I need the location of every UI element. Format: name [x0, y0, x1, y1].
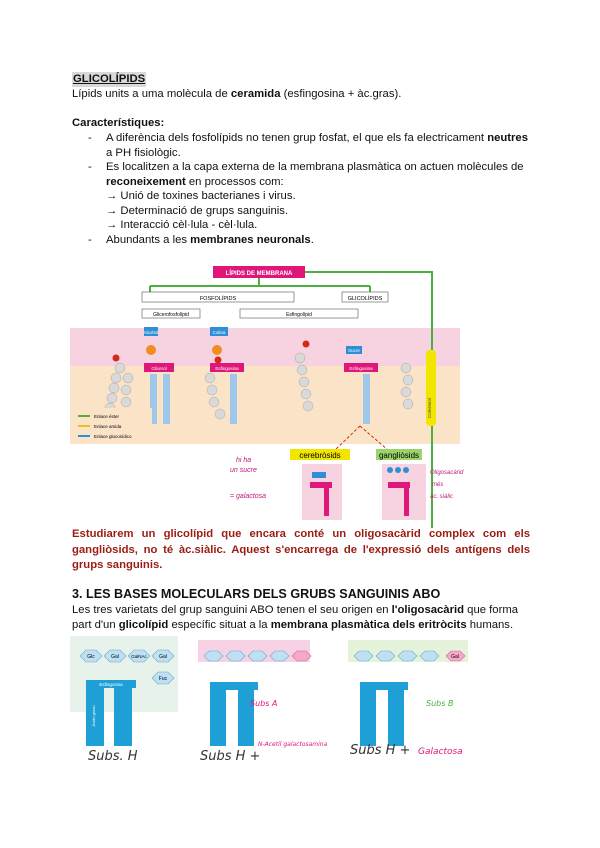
gangliosids-label: gangliòsids	[378, 451, 420, 460]
bullet-2-post: en processos com:	[185, 175, 284, 188]
membrane-lipids-figure	[70, 258, 464, 520]
pink-band	[70, 328, 460, 366]
glicerol-label: Glicerol	[151, 366, 167, 371]
gal-label: Gal	[111, 654, 119, 660]
subs-a-label: Subs A	[250, 699, 278, 708]
bullet-mark: -	[88, 161, 92, 173]
abo-p-post: humans.	[466, 618, 514, 631]
esfingosina-label: Esfingosina	[99, 682, 123, 687]
intro-text	[72, 87, 530, 102]
mini-sugar	[387, 467, 393, 473]
subs-h-plus: Subs H +	[200, 749, 261, 764]
abo-p-bold1: l'oligosacàrid	[391, 604, 465, 616]
fatty-acid-bar	[363, 374, 370, 424]
bullet-3-post: .	[310, 234, 314, 246]
colesterol-label: Colesterol	[427, 397, 432, 419]
gluco-label: GLICOLÍPIDS	[347, 296, 383, 302]
intro-pre: Lípids units a uma molècula de	[72, 88, 231, 100]
hand-left-3: = galactosa	[230, 493, 266, 500]
bullet-3-bold: membranes neuronals	[190, 234, 311, 246]
gal-label-2: Gal	[159, 654, 167, 660]
mini-esfingosina	[388, 482, 410, 488]
galactosa-label: Galactosa	[418, 747, 463, 757]
section-title: GLICOLÍPIDS	[73, 73, 146, 85]
esfingosina-label: Esfingosina	[215, 366, 239, 371]
intro-post: (esfingosina + àc.gras).	[280, 88, 402, 100]
glicero-label: Glicerofosfolípid	[153, 312, 189, 318]
legend-gluco: Enlace glucosídico	[94, 434, 132, 439]
highlight-paragraph: Estudiarem un glicolípid que encara conté un oligosacàrid complex com els gangliòsids, no té àc.siàlic. Aquest s'encarrega de l'expressió dels antígens dels grups sanguinis.	[72, 528, 530, 571]
abo-p-bold3: membrana plasmàtica dels eritròcits	[270, 618, 467, 631]
panel-b	[348, 640, 468, 758]
bullet-1-bold: neutres	[487, 132, 528, 144]
galnac-label: GalNAc	[131, 654, 147, 659]
panel-a	[198, 640, 328, 764]
hand-right-3: àc. siàlic	[430, 494, 454, 500]
legend-amida: Enlace amida	[94, 424, 122, 429]
legend-ester: Enlace éster	[94, 414, 120, 419]
subs-b-label: Subs B	[426, 699, 454, 708]
fatty-acid-bar	[230, 374, 237, 424]
acid-bar	[114, 688, 132, 746]
mini-sugar	[403, 467, 409, 473]
abo-heading: 3. LES BASES MOLECULARS DELS GRUBS SANGUINIS ABO	[72, 587, 441, 601]
acid-bar	[388, 690, 404, 746]
acgras-label: Ácido graso	[91, 705, 96, 727]
bullet-mark: -	[88, 234, 92, 246]
bullet-1-pre: A diferència dels fosfolípids no tenen grup fosfat, el que els fa electricament	[106, 132, 488, 144]
alcohol-label: Alcohol	[143, 330, 159, 335]
mini-sugar	[395, 467, 401, 473]
abo-p-mid2: específic situat a la	[168, 618, 271, 631]
handwritten-right	[430, 470, 464, 500]
bullet-3-pre: Abundants a les	[106, 234, 191, 246]
esfingosina-bar	[360, 682, 408, 690]
hand-right-1: Oligosacàrid	[430, 470, 464, 476]
nacetil-label: N-Acetil galactosamina	[258, 741, 328, 748]
bullet-2-bold: reconeixement	[106, 175, 186, 188]
abo-p-pre: Les tres varietats del grup sanguini ABO tenen el seu origen en	[72, 604, 392, 616]
intro-bold: ceramida	[230, 88, 281, 100]
sucre-label: Sucre	[348, 348, 360, 353]
mini-sugar	[312, 472, 326, 478]
abo-p-bold2: glicolípid	[118, 618, 169, 631]
esfingo-label: Esfingolípid	[286, 312, 312, 318]
subs-h-plus-b: Subs H +	[350, 743, 411, 758]
sub-item-1: → Unió de toxines bacterianes i virus.	[106, 190, 296, 203]
phosphate-icon	[212, 345, 222, 355]
fatty-acid-bar	[163, 374, 170, 424]
abo-paragraph	[72, 603, 530, 632]
hand-left-2: un sucre	[230, 467, 257, 474]
mini-bar	[324, 488, 329, 516]
top-box-label: LÍPIDS DE MEMBRANA	[225, 271, 293, 277]
gal-label-b: Gal	[451, 654, 459, 660]
bullet-mark: -	[88, 132, 92, 144]
fosfo-label: FOSFOLÍPIDS	[199, 296, 237, 302]
subs-h-label: Subs. H	[88, 749, 138, 764]
handwritten-left	[230, 457, 266, 500]
mini-esfingosina	[310, 482, 332, 488]
esfingosina-bar	[210, 682, 258, 690]
bullet-3	[106, 233, 530, 248]
abo-figure	[70, 636, 490, 766]
hand-right-2: més	[432, 482, 444, 488]
colina-label: Colina	[212, 330, 226, 335]
acid-bar	[360, 690, 376, 746]
fuc-label: Fuc	[158, 676, 168, 682]
mini-bar	[404, 488, 409, 516]
bullet-2	[106, 160, 530, 233]
abo-p-mid: que forma part d'un	[72, 604, 519, 631]
hand-left-1: hi ha	[236, 457, 252, 464]
sub-item-3: → Interacció cèl·lula - cèl·lula.	[106, 219, 258, 232]
acid-bar	[210, 690, 226, 746]
esfingosina-label-2: Esfingosina	[349, 366, 373, 371]
bullet-1-line2: a PH fisiològic.	[106, 146, 181, 159]
sub-item-2: → Determinació de grups sanguinis.	[106, 204, 289, 217]
characteristics-heading: Característiques:	[72, 117, 165, 129]
phosphate-icon	[146, 345, 156, 355]
glc-label: Glc	[87, 654, 95, 660]
bullet-1	[106, 131, 530, 160]
cerebrosids-label: cerebròsids	[299, 451, 341, 460]
bullet-2-line1: Es localitzen a la capa externa de la membrana plasmàtica on actuen molècules de	[106, 161, 524, 173]
panel-h	[70, 636, 178, 764]
